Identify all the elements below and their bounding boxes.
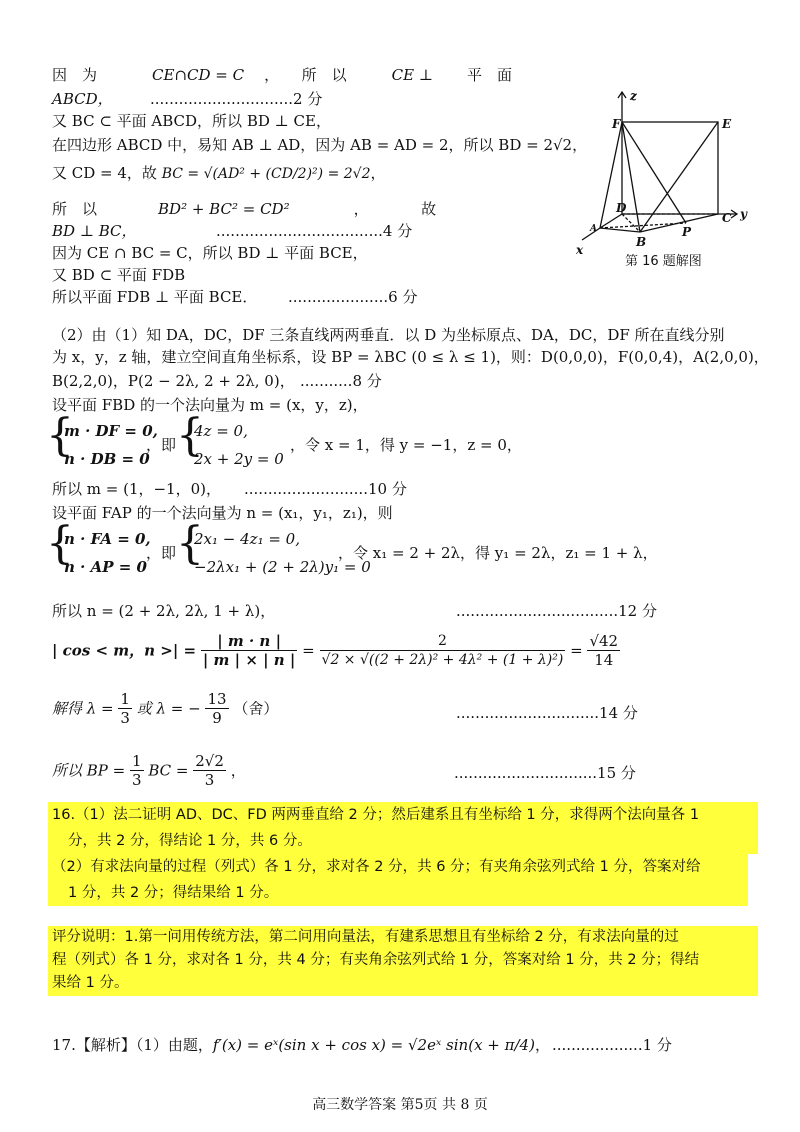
sys1-end: ，令 x = 1，得 y = −1，z = 0， (290, 436, 522, 454)
p2-line-3: B(2,2,0)，P(2 − 2λ, 2 + 2λ, 0)， (52, 372, 295, 390)
b-c-edge (640, 214, 718, 232)
scoring-line-3: （2）有求法向量的过程（列式）各 1 分，求对各 2 分，共 6 分；有夹角余弦列式给 1 分，答案对给 (52, 859, 701, 875)
p2-line-1: （2）由（1）知 DA，DC，DF 三条直线两两垂直．以 D 为坐标原点、DA，DC，DF 所在直线分别 (52, 326, 725, 344)
cos-frac-1: $\frac{| m \cdot n |}{| m | \times | n |}$ (202, 632, 296, 669)
system-1-brace-right: { (176, 410, 204, 461)
score-10: ..........................10 分 (244, 480, 407, 498)
line-10: 所以平面 FDB ⊥ 平面 BCE． (52, 288, 258, 306)
sys2-eq-a: n · FA = 0, (64, 530, 151, 548)
label-y: y (740, 207, 747, 221)
e-b-edge (640, 122, 718, 232)
sol-frac-1: $\frac{1}{3}$ (120, 690, 130, 727)
line-7: BD ⊥ BC， (52, 222, 137, 240)
bp-line: 所以 BP = $\frac{1}{3}$ BC = $\frac{2√2}{3}$ ， (52, 752, 246, 789)
sys1-eq-d: 2x + 2y = 0 (194, 450, 284, 468)
explain-line-3: 果给 1 分。 (52, 975, 129, 991)
figure-caption: 第 16 题解图 (625, 254, 702, 269)
label-E: E (722, 117, 732, 131)
line-1: 因 为 CE∩CD = C ， 所 以 CE ⊥ 平 面 (52, 66, 512, 84)
d-a-edge (600, 214, 622, 228)
label-F: F (612, 117, 621, 131)
page-footer: 高三数学答案 第5页 共 8 页 (312, 1097, 488, 1113)
line-9: 又 BD ⊂ 平面 FDB (52, 266, 186, 284)
score-15: ..............................15 分 (454, 764, 636, 782)
scoring-line-2: 分，共 2 分，得结论 1 分，共 6 分。 (68, 833, 312, 849)
sys2-eq-b: n · AP = 0 (64, 558, 147, 576)
cos-line: | cos < m，n >| = $\frac{| m \cdot n |}{| m | \times | n |}$ = $\frac{2}{\text{√2 × √((2 + 2λ)² + 4λ² + (1 + λ)²)}}$ = $\frac{√42}{14}$ (52, 632, 619, 669)
line-6: 所 以 BD² + BC² = CD² ， 故 (52, 200, 437, 218)
system-1-brace-left: { (46, 410, 74, 461)
line-8: 因为 CE ∩ BC = C，所以 BD ⊥ 平面 BCE， (52, 244, 368, 262)
sys1-eq-b: n · DB = 0 (64, 450, 150, 468)
sol-frac-2: $\frac{13}{9}$ (207, 690, 227, 727)
line-4: 在四边形 ABCD 中，易知 AB ⊥ AD，因为 AB = AD = 2，所以 BD = 2√2， (52, 136, 588, 154)
score-2: ..............................2 分 (150, 90, 323, 108)
scoring-line-1: 16.（1）法二证明 AD、DC、FD 两两垂直给 2 分；然后建系且有坐标给 1 分，求得两个法向量各 1 (52, 807, 700, 823)
p2-line-5: 所以 m = (1，−1，0)， (52, 480, 221, 498)
geometry-figure (572, 88, 762, 258)
cos-frac-2: $\frac{2}{\text{√2 × √((2 + 2λ)² + 4λ² + (1 + λ)²)}}$ (321, 633, 564, 668)
score-8: ...........8 分 (300, 372, 382, 390)
score-12: ..................................12 分 (456, 602, 657, 620)
scoring-line-4: 1 分，共 2 分；得结果给 1 分。 (68, 885, 279, 901)
a-b-edge (600, 228, 640, 232)
system-2-brace-left: { (46, 518, 74, 569)
p2-line-2: 为 x，y，z 轴，建立空间直角坐标系，设 BP = λBC (0 ≤ λ ≤ 1)，则：D(0,0,0)，F(0,0,4)，A(2,0,0)， (52, 348, 769, 366)
p2-line-7: 所以 n = (2 + 2λ, 2λ, 1 + λ)， (52, 602, 276, 620)
f-p-edge (622, 122, 686, 223)
score-4: ...................................4 分 (216, 222, 413, 240)
bp-frac-1: $\frac{1}{3}$ (132, 752, 142, 789)
explain-line-2: 程（列式）各 1 分，求对各 1 分，共 4 分；有夹角余弦列式给 1 分，答案对给 1 分，共 2 分；得结 (52, 952, 700, 968)
score-14: ..............................14 分 (456, 704, 638, 722)
sys2-end: ，令 x₁ = 2 + 2λ，得 y₁ = 2λ，z₁ = 1 + λ， (338, 544, 658, 562)
sys2-eq-d: −2λx₁ + (2 + 2λ)y₁ = 0 (194, 558, 371, 576)
label-x: x (576, 243, 584, 257)
sys1-eq-c: 4z = 0, (194, 422, 248, 440)
sys1-eq-a: m · DF = 0, (64, 422, 158, 440)
solution-line: 解得 λ = $\frac{1}{3}$ 或 λ = − $\frac{13}{9}$ （舍） (52, 690, 279, 727)
label-z: z (630, 89, 637, 103)
label-A: A (590, 224, 597, 234)
score-6: .....................6 分 (288, 288, 418, 306)
line-5: 又 CD = 4，故 BC = √(AD² + (CD/2)²) = 2√2， (52, 164, 386, 182)
line-3: 又 BC ⊂ 平面 ABCD，所以 BD ⊥ CE， (52, 112, 331, 130)
label-C: C (722, 211, 732, 225)
label-P: P (682, 225, 692, 239)
back-rectangle (622, 122, 718, 214)
p2-line-6: 设平面 FAP 的一个法向量为 n = (x₁，y₁，z₁)，则 (52, 504, 393, 522)
sys1-mid: ，即 (146, 436, 177, 454)
score-q17-1: ...................1 分 (552, 1036, 672, 1054)
f-b-edge (622, 122, 640, 232)
label-D: D (616, 201, 627, 215)
p2-line-4: 设平面 FBD 的一个法向量为 m = (x，y，z)， (52, 396, 368, 414)
line-2: ABCD， (52, 90, 113, 108)
system-2-brace-right: { (176, 518, 204, 569)
sys2-eq-c: 2x₁ − 4z₁ = 0, (194, 530, 300, 548)
bp-frac-2: $\frac{2√2}{3}$ (195, 752, 224, 789)
cos-frac-3: $\frac{√42}{14}$ (589, 632, 619, 669)
sys2-mid: ，即 (146, 544, 177, 562)
explain-line-1: 评分说明：1.第一问用传统方法，第二问用向量法，有建系思想且有坐标给 2 分，有求法向量的过 (52, 929, 679, 945)
q17-line: 17.【解析】（1）由题，f′(x) = eˣ(sin x + cos x) = √2eˣ sin(x + π/4)， (52, 1036, 550, 1054)
label-B: B (636, 235, 647, 249)
